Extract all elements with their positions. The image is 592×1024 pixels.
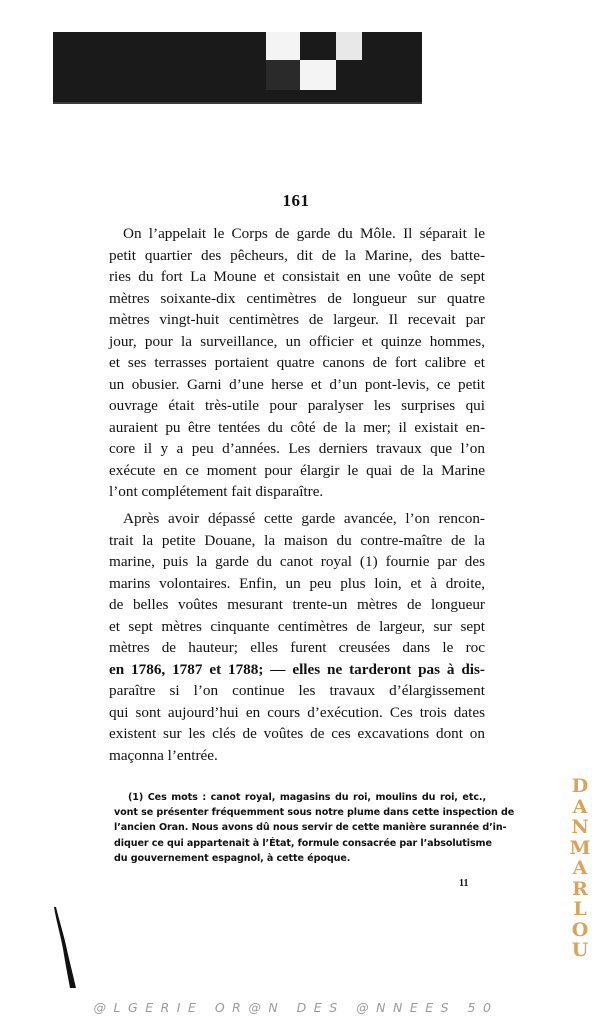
footnote-line: l’ancien Oran. Nous avons dû nous servir de cette manière surannée d’in- [114, 822, 507, 834]
paragraph1-line: un obusier. Garni d’une herse et d’un pont-levis, ce petit [109, 375, 485, 393]
paragraph2-line: existent sur les clés de voûtes de ces excavations dont on [109, 725, 485, 742]
paragraph2-line: maçonna l’entrée. [109, 746, 218, 764]
scan-artifact-square [300, 60, 336, 90]
scan-artifact-square [266, 32, 300, 60]
scan-artifact-square [336, 32, 362, 60]
side-watermark-letter: A [572, 795, 588, 818]
footnote-line: (1) Ces mots : canot royal, magasins du roi, moulins du roi, etc., [128, 792, 486, 803]
bottom-watermark: @LGERIE OR@N DES @NNEES 50 [93, 1000, 499, 1015]
paragraph1-line: core il y a peu d’années. Les derniers travaux que l’on [109, 440, 485, 457]
side-watermark-letter: M [569, 836, 591, 859]
paragraph1-line: jour, pour la surveillance, un officier et quinze hommes, [109, 332, 485, 350]
paragraph1-line: et ses terrasses portaient quatre canons de fort calibre et [109, 354, 485, 371]
side-watermark-letter: D [571, 775, 589, 797]
scan-artifact-square [266, 60, 300, 90]
side-watermark-letter: A [572, 857, 588, 879]
body-paragraph-2 [109, 508, 485, 766]
paragraph1-line: mètres vingt-huit centimètres de largeur. Il recevait par [109, 311, 485, 328]
paragraph2-line: et sept mètres cinquante centimètres de largeur, sur sept [109, 617, 485, 635]
paragraph2-line: qui sont aujourd’hui en cours d’exécution. Ces trois dates [109, 703, 485, 721]
paragraph2-line: paraître si l’on continue les travaux d’élargissement [109, 682, 485, 699]
scan-edge-stroke [48, 905, 84, 990]
footnote-line: diquer ce qui appartenait à l’État, formule consacrée par l’absolutisme [114, 837, 492, 849]
paragraph1-line: On l’appelait le Corps de garde du Môle. Il séparait le [123, 225, 485, 242]
side-watermark-letter: R [572, 877, 588, 900]
paragraph1-line: ries du fort La Moune et consistait en une voûte de sept [109, 268, 485, 285]
side-watermark-letter: U [571, 939, 589, 961]
side-watermark-letter: N [571, 816, 589, 838]
paragraph1-line: petit quartier des pêcheurs, dit de la Marine, des batte- [109, 246, 485, 264]
paragraph2-line: marins volontaires. Enfin, un peu plus loin, et à droite, [109, 574, 485, 592]
side-watermark [568, 776, 592, 961]
side-watermark-letter: L [573, 898, 587, 920]
footnote [114, 790, 515, 866]
side-watermark-letter: O [571, 918, 589, 941]
paragraph2-line: Après avoir dépassé cette garde avancée, l’on rencon- [123, 510, 485, 527]
paragraph2-line: mètres de hauteur; elles furent creusées dans le roc [109, 639, 485, 656]
paragraph1-line: ouvrage était très-utile pour paralyser les surprises qui [109, 397, 485, 414]
paragraph1-line: exécute en ce moment pour élargir le quai de la Marine [109, 461, 485, 479]
paragraph1-line: mètres soixante-dix centimètres de longueur sur quatre [109, 289, 485, 307]
page-number: 161 [282, 191, 310, 210]
paragraph2-line: trait la petite Douane, la maison du contre-maître de la [109, 531, 485, 549]
paragraph2-line: en 1786, 1787 et 1788; — elles ne tarderont pas à dis- [109, 660, 485, 678]
footnote-line: du gouvernement espagnol, à cette époque. [114, 852, 351, 864]
footnote-line: vont se présenter fréquemment sous notre plume dans cette inspection de [114, 807, 515, 819]
scan-artifact-band [53, 32, 422, 104]
paragraph2-line: marine, puis la garde du canot royal (1) fournie par des [109, 553, 485, 570]
paragraph1-line: l’ont complétement fait disparaître. [109, 483, 324, 500]
paragraph1-line: auraient pu être tentées du côté de la mer; il existait en- [109, 418, 485, 436]
body-paragraph-1 [109, 223, 485, 503]
signature-mark: 11 [459, 878, 469, 889]
paragraph2-line: de belles voûtes mesurant trente-un mètres de longueur [109, 596, 485, 613]
